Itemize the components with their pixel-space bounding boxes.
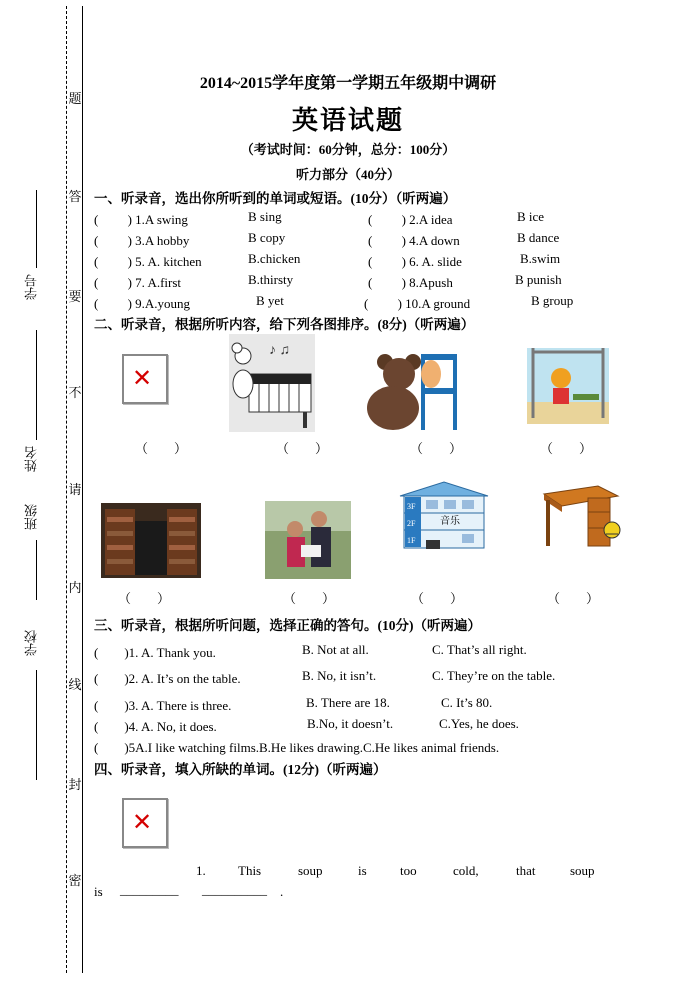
answer-blank[interactable]: （ ） bbox=[276, 441, 329, 456]
people-outdoor-picture bbox=[265, 501, 351, 579]
option-b: B punish bbox=[515, 272, 562, 287]
answer-blank[interactable]: （ ） bbox=[410, 441, 463, 456]
listening-part-heading: 听力部分（40分） bbox=[295, 167, 400, 182]
fill-blank[interactable]: _________ bbox=[120, 882, 179, 897]
word: is bbox=[94, 884, 103, 899]
broken-image-icon: ✕ bbox=[122, 798, 168, 848]
answer-blank[interactable]: （ ） bbox=[540, 441, 593, 456]
broken-image-icon: ✕ bbox=[122, 354, 168, 404]
building-picture bbox=[396, 480, 492, 550]
list-item: ( )5A.I like watching films.B.He likes drawing.C.He likes animal friends. bbox=[94, 740, 500, 755]
mouse-piano-picture bbox=[229, 334, 315, 432]
option-b: B.thirsty bbox=[248, 272, 294, 287]
question-number: 5. bbox=[135, 254, 145, 269]
list-item: ( ) 8.Apush bbox=[368, 275, 453, 290]
student-number-blank[interactable] bbox=[36, 190, 37, 268]
question-number: 7. bbox=[135, 275, 145, 290]
option-a: A. No, it does. bbox=[140, 719, 217, 734]
option-b: B. Not at all. bbox=[302, 642, 369, 657]
seal-char: 封 bbox=[68, 777, 82, 792]
option-b: B.No, it doesn’t. bbox=[307, 716, 394, 731]
word: is bbox=[358, 863, 367, 878]
option-b: B yet bbox=[256, 293, 284, 308]
option-a: A. Thank you. bbox=[140, 645, 216, 660]
bear-chair-picture bbox=[363, 348, 463, 432]
desk-picture bbox=[540, 484, 622, 554]
list-item: ( ) 3.A hobby bbox=[94, 233, 190, 248]
playground-picture bbox=[527, 348, 609, 424]
option-b: B. No, it isn’t. bbox=[302, 668, 377, 683]
list-item: ( )2. A. It’s on the table. bbox=[94, 671, 241, 686]
option-a: A. It’s on the table. bbox=[140, 671, 241, 686]
exam-info: （考试时间：60分钟，总分：100分） bbox=[240, 142, 456, 157]
question-number: 2. bbox=[128, 671, 139, 686]
question-number: 3. bbox=[128, 698, 139, 713]
word: soup bbox=[570, 863, 595, 878]
name-label: 姓名 bbox=[24, 446, 39, 472]
option-a: A.I like watching films. bbox=[135, 740, 260, 755]
list-item: ( ) 1.A swing bbox=[94, 212, 188, 227]
question-number: 1. bbox=[196, 863, 206, 878]
option-c: C. They’re on the table. bbox=[432, 668, 556, 683]
option-c: C.He likes animal friends. bbox=[363, 740, 500, 755]
option-c: C. That’s all right. bbox=[432, 642, 527, 657]
floor-label: 1F bbox=[407, 536, 416, 545]
option-b: B ice bbox=[517, 209, 545, 224]
question-number: 9. bbox=[135, 296, 145, 311]
seal-char: 答 bbox=[68, 189, 82, 204]
school-blank[interactable] bbox=[36, 670, 37, 780]
library-picture bbox=[101, 503, 201, 578]
option-a: A swing bbox=[144, 212, 188, 227]
option-a: A ground bbox=[421, 296, 471, 311]
option-b: B sing bbox=[248, 209, 282, 224]
option-a: A. slide bbox=[421, 254, 462, 269]
option-c: C.Yes, he does. bbox=[439, 716, 519, 731]
option-b: B dance bbox=[517, 230, 560, 245]
sentence-end: . bbox=[280, 884, 284, 899]
school-label: 学校 bbox=[24, 630, 39, 656]
list-item: ( ) 6. A. slide bbox=[368, 254, 462, 269]
question-number: 3. bbox=[135, 233, 145, 248]
name-blank[interactable] bbox=[36, 330, 37, 440]
option-a: A.first bbox=[147, 275, 182, 290]
option-a: A idea bbox=[418, 212, 453, 227]
question-number: 6. bbox=[409, 254, 419, 269]
question-number: 10. bbox=[405, 296, 422, 311]
class-label: 班级 bbox=[24, 504, 39, 530]
list-item: ( ) 5. A. kitchen bbox=[94, 254, 202, 269]
class-blank[interactable] bbox=[36, 540, 37, 600]
option-b: B.swim bbox=[520, 251, 561, 266]
word: that bbox=[516, 863, 536, 878]
music-room-label: 音乐 bbox=[440, 516, 460, 527]
word: soup bbox=[298, 863, 323, 878]
seal-char: 密 bbox=[68, 873, 82, 888]
seal-char: 题 bbox=[68, 91, 82, 106]
answer-blank[interactable]: （ ） bbox=[547, 591, 600, 606]
list-item: ( ) 9.A.young bbox=[94, 296, 191, 311]
answer-blank[interactable]: （ ） bbox=[118, 591, 171, 606]
question-number: 4. bbox=[128, 719, 139, 734]
question-number: 1. bbox=[135, 212, 145, 227]
exam-title: 英语试题 bbox=[291, 106, 404, 135]
option-b: B group bbox=[531, 293, 574, 308]
question-number: 8. bbox=[409, 275, 419, 290]
option-c: C. It’s 80. bbox=[441, 695, 493, 710]
seal-char: 要 bbox=[68, 289, 82, 304]
word: too bbox=[400, 863, 417, 878]
question-number: 4. bbox=[409, 233, 419, 248]
answer-blank[interactable]: （ ） bbox=[283, 591, 336, 606]
student-number-label: 学号 bbox=[24, 274, 39, 300]
section-1-heading: 一、听录音，选出你所听到的单词或短语。(10分）（听两遍） bbox=[94, 191, 457, 206]
option-a: A. kitchen bbox=[147, 254, 202, 269]
list-item: ( )4. A. No, it does. bbox=[94, 719, 217, 734]
section-2-heading: 二、听录音，根据所听内容，给下列各图排序。(8分)（听两遍） bbox=[94, 317, 475, 332]
option-a: Apush bbox=[418, 275, 453, 290]
option-b: B copy bbox=[248, 230, 286, 245]
list-item: ( ) 10.A ground bbox=[364, 296, 471, 311]
list-item: ( )1. A. Thank you. bbox=[94, 645, 216, 660]
seal-char: 请 bbox=[68, 482, 82, 497]
list-item: ( ) 2.A idea bbox=[368, 212, 453, 227]
svg-text:♪ ♫: ♪ ♫ bbox=[269, 343, 290, 358]
seal-char: 线 bbox=[68, 677, 82, 692]
option-b: B. There are 18. bbox=[306, 695, 390, 710]
section-4-heading: 四、听录音，填入所缺的单词。(12分)（听两遍） bbox=[94, 762, 387, 777]
list-item: ( ) 7. A.first bbox=[94, 275, 182, 290]
list-item: ( ) 4.A down bbox=[368, 233, 460, 248]
floor-label: 2F bbox=[407, 519, 416, 528]
exam-subtitle: 2014~2015学年度第一学期五年级期中调研 bbox=[199, 75, 497, 92]
question-number: 1. bbox=[128, 645, 139, 660]
option-a: A.young bbox=[144, 296, 191, 311]
answer-blank[interactable]: （ ） bbox=[135, 441, 188, 456]
fill-blank[interactable]: __________ bbox=[202, 882, 267, 897]
option-b: B.chicken bbox=[248, 251, 301, 266]
option-a: A down bbox=[418, 233, 460, 248]
question-number: 2. bbox=[409, 212, 419, 227]
answer-blank[interactable]: （ ） bbox=[411, 591, 464, 606]
section-3-heading: 三、听录音，根据所听问题，选择正确的答句。(10分)（听两遍） bbox=[94, 618, 481, 633]
question-number: 5 bbox=[128, 740, 136, 755]
seal-char: 不 bbox=[68, 385, 82, 400]
seal-char: 内 bbox=[68, 580, 82, 595]
floor-label: 3F bbox=[407, 502, 416, 511]
list-item: ( )3. A. There is three. bbox=[94, 698, 232, 713]
option-a: A hobby bbox=[144, 233, 190, 248]
word: This bbox=[238, 863, 262, 878]
option-a: A. There is three. bbox=[140, 698, 232, 713]
option-b: B.He likes drawing. bbox=[259, 740, 363, 755]
word: cold, bbox=[453, 863, 479, 878]
